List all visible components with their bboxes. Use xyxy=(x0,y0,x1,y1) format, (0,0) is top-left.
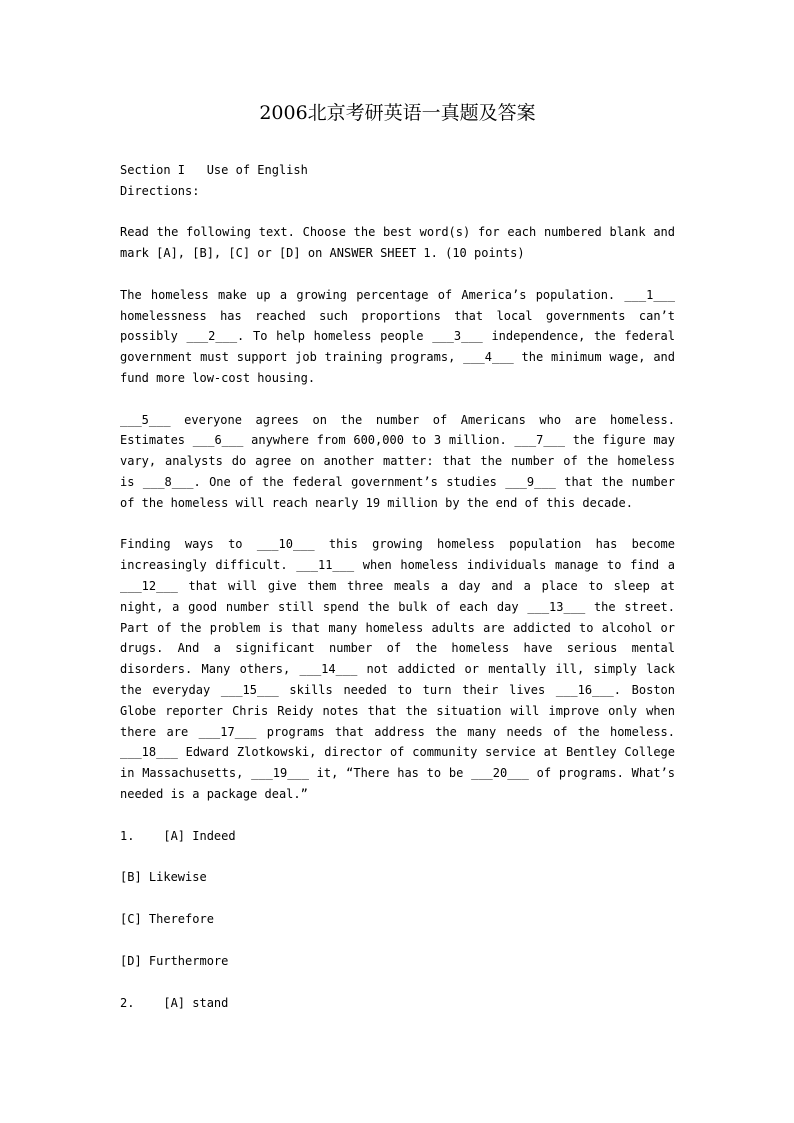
question-2-option-a: 2. [A] stand xyxy=(120,995,229,1010)
question-1-option-a: 1. [A] Indeed xyxy=(120,828,236,843)
section-heading: Section I Use of English xyxy=(120,163,308,177)
document-page xyxy=(120,100,675,1034)
passage-paragraph-3: Finding ways to ___10___ this growing homeless population has become increasingly difficult. ___11___ when homeless individuals manage to find a ___12___ that will give them three meals a day and a place to sleep at night, a good number still spend the bulk of each day ___13___ the street. Part of the problem is that many homeless adults are addicted to alcohol or drugs. And a significant number of the homeless have serious mental disorders. Many others, ___14___ not addicted or mentally ill, simply lack the everyday ___15___ skills needed to turn their lives ___16___. Boston Globe reporter Chris Reidy notes that the situation will improve only when there are ___17___ programs that address the many needs of the homeless. ___18___ Edward Zlotkowski, director of community service at Bentley College in Massachusetts, ___19___ it, “There has to be ___20___ of programs. What’s needed is a package deal.” xyxy=(120,537,675,801)
instructions-paragraph: Read the following text. Choose the best word(s) for each numbered blank and mark [A], [B], [C] or [D] on ANSWER SHEET 1. (10 points) xyxy=(120,225,675,261)
question-1-option-c: [C] Therefore xyxy=(120,912,214,927)
document-title: 2006北京考研英语一真题及答案 xyxy=(259,102,536,124)
directions-label: Directions: xyxy=(120,183,200,198)
passage-paragraph-2: ___5___ everyone agrees on the number of Americans who are homeless. Estimates ___6___ anywhere from 600,000 to 3 million. ___7___ the figure may vary, analysts do agree on another matter: that the number of the homeless is ___8___. One of the federal government’s studies ___9___ that the number of the homeless will reach nearly 19 million by the end of this decade. xyxy=(120,412,675,510)
document-body xyxy=(120,160,675,1013)
question-1-option-b: [B] Likewise xyxy=(120,870,207,885)
question-1-option-d: [D] Furthermore xyxy=(120,953,229,968)
passage-paragraph-1: The homeless make up a growing percentage of America’s population. ___1___ homelessness has reached such proportions that local governments can’t possibly ___2___. To help homeless people ___3___ independence, the federal government must support job training programs, ___4___ the minimum wage, and fund more low-cost housing. xyxy=(120,287,675,385)
